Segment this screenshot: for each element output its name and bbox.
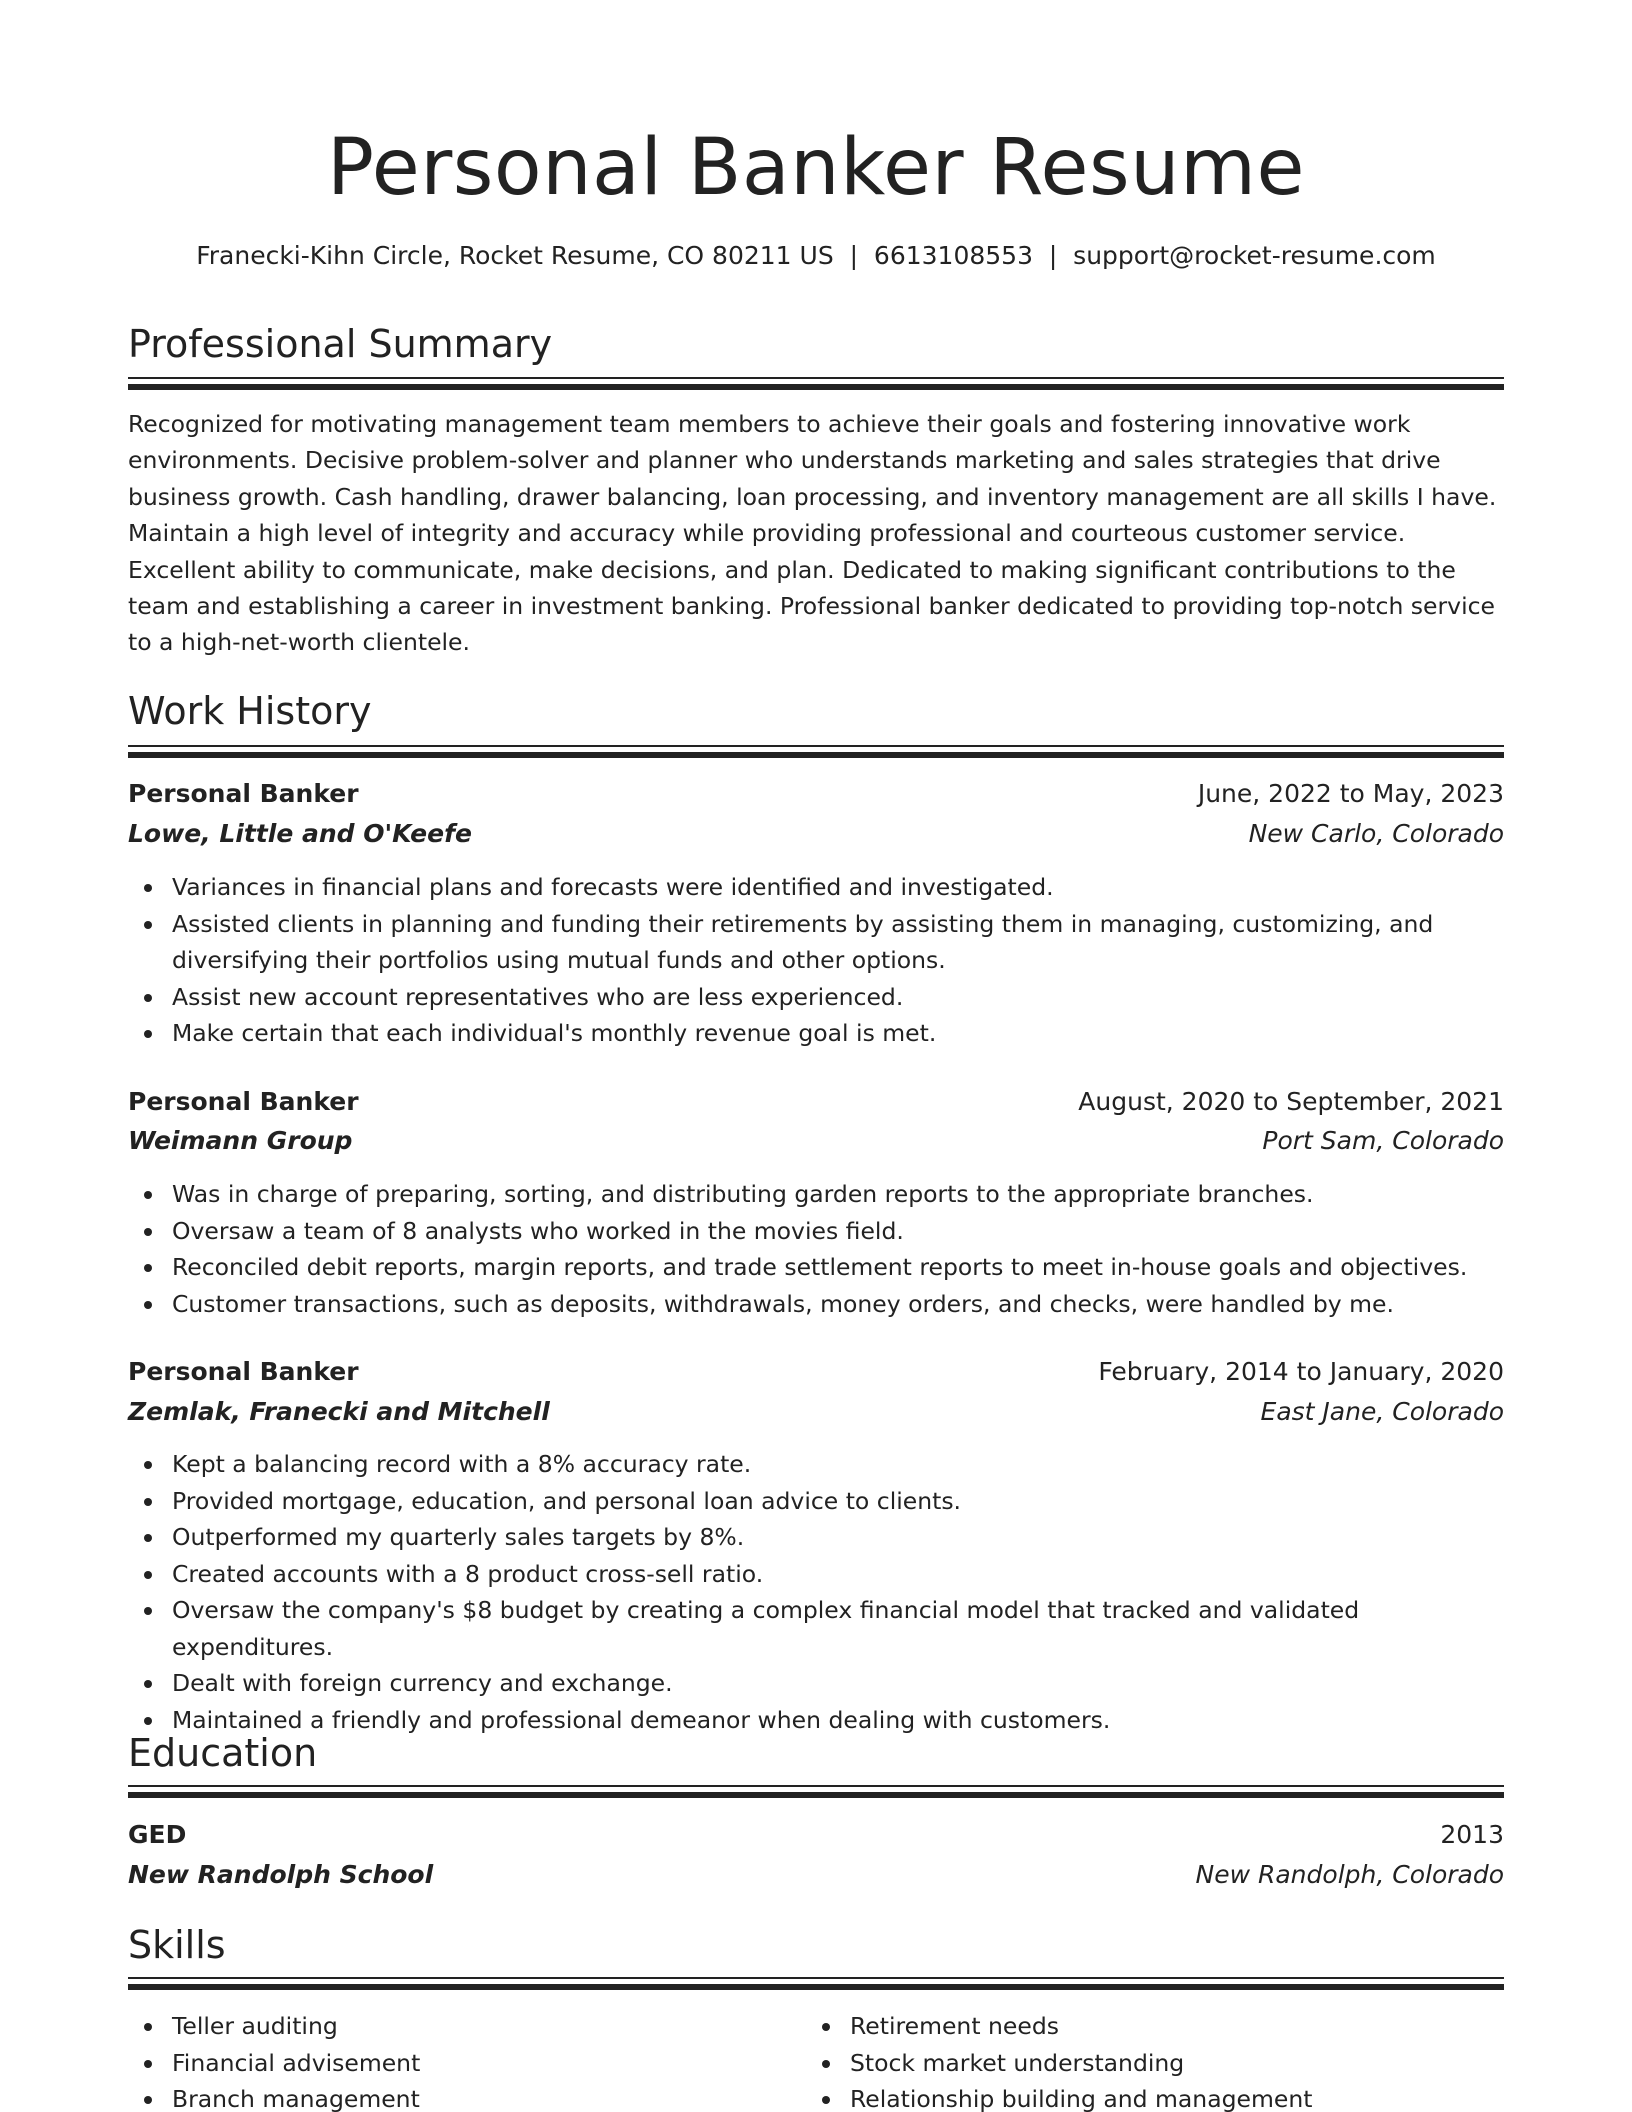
skills-list-left	[128, 2008, 788, 2112]
job-duty: Oversaw a team of 8 analysts who worked in the movies field.	[128, 1213, 1504, 1250]
skill-item: Teller auditing	[128, 2008, 788, 2045]
resume-title: Personal Banker Resume	[326, 123, 1306, 213]
job-location: Port Sam, Colorado	[1262, 1126, 1504, 1155]
job-company: Weimann Group	[128, 1126, 353, 1155]
education-divider	[128, 1785, 1504, 1799]
job-duty: Kept a balancing record with a 8% accuracy rate.	[128, 1446, 1504, 1483]
summary-divider	[128, 377, 1504, 391]
contact-info: Franecki-Kihn Circle, Rocket Resume, CO 80211 US | 6613108553 | support@rocket-resume.com	[196, 241, 1436, 270]
job-duty: Dealt with foreign currency and exchange.	[128, 1665, 1504, 1702]
skill-item: Retirement needs	[806, 2008, 1466, 2045]
job-dates: February, 2014 to January, 2020	[1098, 1357, 1504, 1386]
work-history-heading: Work History	[128, 689, 372, 733]
skills-heading: Skills	[128, 1923, 226, 1967]
job-duties-list	[128, 1176, 1504, 1322]
education-location: New Randolph, Colorado	[1195, 1860, 1504, 1889]
job-duty: Provided mortgage, education, and personal loan advice to clients.	[128, 1483, 1504, 1520]
job-duty: Maintained a friendly and professional demeanor when dealing with customers.	[128, 1702, 1504, 1739]
job-duty: Customer transactions, such as deposits, withdrawals, money orders, and checks, were handled by me.	[128, 1286, 1504, 1323]
job-title: Personal Banker	[128, 779, 359, 808]
job-location: East Jane, Colorado	[1260, 1397, 1504, 1426]
education-school: New Randolph School	[128, 1860, 434, 1889]
work-history-divider	[128, 745, 1504, 759]
job-company: Lowe, Little and O'Keefe	[128, 819, 472, 848]
summary-text: Recognized for motivating management team members to achieve their goals and fostering innovative work environments. Decisive problem-solver and planner who understands marketing and sales strategies that drive business growth. Cash handling, drawer balancing, loan processing, and inventory management are all skills I have. Maintain a high level of integrity and accuracy while providing professional and courteous customer service. Excellent ability to communicate, make decisions, and plan. Dedicated to making significant contributions to the team and establishing a career in investment banking. Professional banker dedicated to providing top-notch service to a high-net-worth clientele.	[128, 410, 1497, 657]
job-duty: Outperformed my quarterly sales targets by 8%.	[128, 1519, 1504, 1556]
education-degree: GED	[128, 1820, 187, 1849]
job-duty: Was in charge of preparing, sorting, and distributing garden reports to the appropriate branches.	[128, 1176, 1504, 1213]
job-duty: Oversaw the company's $8 budget by creating a complex financial model that tracked and validated expenditures.	[128, 1592, 1504, 1665]
education-year: 2013	[1440, 1820, 1504, 1849]
skill-item: Branch management	[128, 2081, 788, 2112]
job-duty: Created accounts with a 8 product cross-sell ratio.	[128, 1556, 1504, 1593]
job-company: Zemlak, Franecki and Mitchell	[128, 1397, 550, 1426]
education-heading: Education	[128, 1731, 318, 1775]
skills-divider	[128, 1977, 1504, 1991]
job-duty: Assist new account representatives who are less experienced.	[128, 979, 1504, 1016]
job-title: Personal Banker	[128, 1087, 359, 1116]
job-duty: Assisted clients in planning and funding their retirements by assisting them in managing, customizing, and diversifying their portfolios using mutual funds and other options.	[128, 906, 1504, 979]
job-dates: August, 2020 to September, 2021	[1078, 1087, 1504, 1116]
job-dates: June, 2022 to May, 2023	[1197, 779, 1504, 808]
job-duty: Variances in financial plans and forecasts were identified and investigated.	[128, 869, 1504, 906]
skills-list-right	[806, 2008, 1466, 2112]
job-duty: Make certain that each individual's monthly revenue goal is met.	[128, 1015, 1504, 1052]
skill-item: Stock market understanding	[806, 2045, 1466, 2082]
job-location: New Carlo, Colorado	[1248, 819, 1504, 848]
resume-page	[128, 0, 1504, 2112]
job-duties-list	[128, 1446, 1504, 1738]
skill-item: Financial advisement	[128, 2045, 788, 2082]
job-duties-list	[128, 869, 1504, 1052]
job-duty: Reconciled debit reports, margin reports, and trade settlement reports to meet in-house goals and objectives.	[128, 1249, 1504, 1286]
summary-heading: Professional Summary	[128, 322, 553, 366]
skill-item: Relationship building and management	[806, 2081, 1466, 2112]
job-title: Personal Banker	[128, 1357, 359, 1386]
